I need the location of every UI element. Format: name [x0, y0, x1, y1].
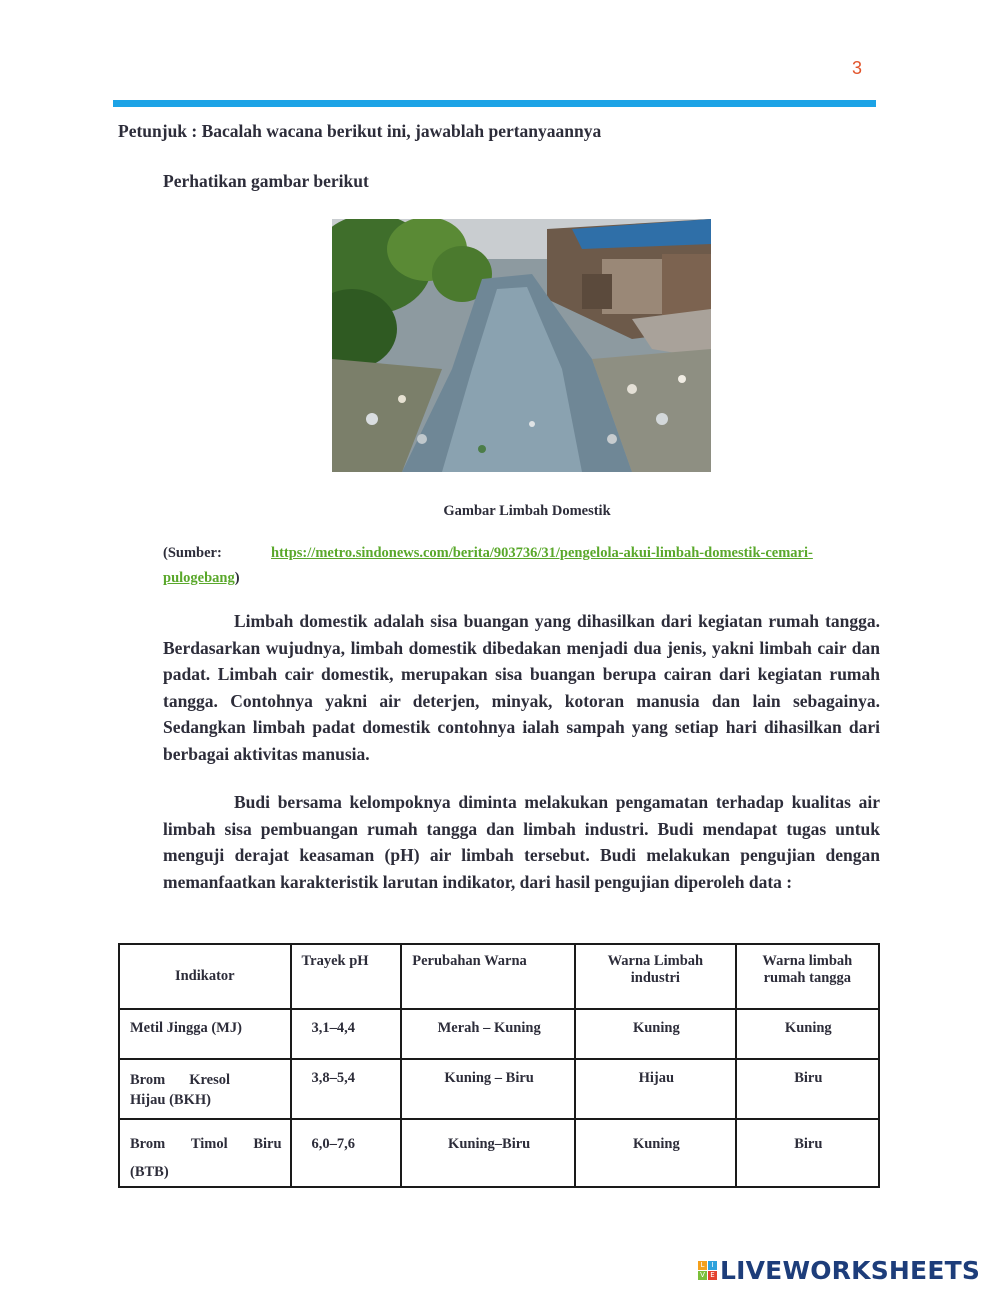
domestic-waste-photo: [332, 219, 711, 472]
table-row: [119, 1059, 879, 1119]
paragraph-text: Limbah domestik adalah sisa buangan yang dihasilkan dari kegiatan rumah tangga. Berdasarkan wujudnya, limbah domestik dibedakan menjadi dua jenis, yakni limbah cair dan padat. Limbah cair domestik, merupakan sisa buangan berupa cairan dari kegiatan rumah tangga. Contohnya yakni air deterjen, minyak, kotoran manusia dan lain sebagainya. Sedangkan limbah padat domestik contohnya ialah sampah yang setiap hari dihasilkan dari berbagai aktivitas manusia.: [163, 611, 880, 764]
table-header-row: [119, 944, 879, 1009]
cell-indikator-part: Hijau (BKH): [130, 1092, 211, 1108]
header-warna-rumah-tangga: Warna limbah rumah tangga: [736, 944, 879, 1009]
cell-perubahan: Kuning – Biru: [401, 1059, 575, 1119]
logo-block: I: [708, 1261, 717, 1270]
cell-indikator-part: Biru: [253, 1136, 282, 1152]
cell-trayek: 3,8–5,4: [291, 1059, 402, 1119]
cell-industri: Kuning: [575, 1119, 736, 1187]
cell-indikator-part: Brom: [130, 1136, 166, 1152]
cell-rumah-tangga: Kuning: [736, 1009, 879, 1059]
cell-industri: Hijau: [575, 1059, 736, 1119]
figure-caption: Gambar Limbah Domestik: [443, 503, 611, 519]
logo-block: E: [708, 1271, 717, 1280]
logo-block: L: [698, 1261, 707, 1270]
paragraph-limbah-domestik: [163, 608, 880, 768]
source-label: (Sumber:: [163, 545, 222, 561]
paragraph-pengamatan: [163, 789, 880, 895]
cell-indikator-part: Kresol: [189, 1072, 230, 1088]
source-link[interactable]: https://metro.sindonews.com/berita/903736/31/pengelola-akui-limbah-domestik-cemari-: [271, 545, 813, 561]
cell-industri: Kuning: [575, 1009, 736, 1059]
table-row: [119, 1009, 879, 1059]
indicator-table: [118, 943, 880, 1188]
cell-indikator-part: (BTB): [130, 1164, 169, 1180]
source-close: ): [234, 570, 240, 586]
cell-indikator: [119, 1119, 291, 1187]
cell-indikator-part: Timol: [190, 1136, 228, 1152]
cell-perubahan: Merah – Kuning: [401, 1009, 575, 1059]
cell-perubahan: Kuning–Biru: [401, 1119, 575, 1187]
cell-indikator: [119, 1059, 291, 1119]
header-perubahan-warna: Perubahan Warna: [401, 944, 575, 1009]
source-citation: [163, 541, 883, 591]
source-link-continued[interactable]: pulogebang: [163, 570, 235, 586]
instruction-text: Petunjuk : Bacalah wacana berikut ini, jawablah pertanyaannya: [118, 121, 602, 141]
cell-trayek: 6,0–7,6: [291, 1119, 402, 1187]
header-indikator: Indikator: [119, 944, 291, 1009]
logo-text: LIVEWORKSHEETS: [720, 1256, 981, 1285]
lead-text: Perhatikan gambar berikut: [163, 171, 369, 191]
paragraph-text: Budi bersama kelompoknya diminta melakukan pengamatan terhadap kualitas air limbah sisa pembuangan rumah tangga dan limbah industri. Budi mendapat tugas untuk menguji derajat keasaman (pH) air limbah tersebut. Budi melakukan pengujian dengan memanfaatkan karakteristik larutan indikator, dari hasil pengujian diperoleh data :: [163, 792, 880, 892]
header-rule: [113, 100, 876, 107]
header-warna-industri: Warna Limbah industri: [575, 944, 736, 1009]
cell-rumah-tangga: Biru: [736, 1059, 879, 1119]
logo-block: V: [698, 1271, 707, 1280]
cell-rumah-tangga: Biru: [736, 1119, 879, 1187]
liveworksheets-logo: [698, 1256, 980, 1285]
table-row: [119, 1119, 879, 1187]
page-number: 3: [852, 58, 863, 78]
header-trayek-ph: Trayek pH: [291, 944, 402, 1009]
cell-indikator: Metil Jingga (MJ): [119, 1009, 291, 1059]
logo-blocks-icon: [698, 1261, 717, 1280]
cell-indikator-part: Brom: [130, 1072, 166, 1088]
cell-trayek: 3,1–4,4: [291, 1009, 402, 1059]
